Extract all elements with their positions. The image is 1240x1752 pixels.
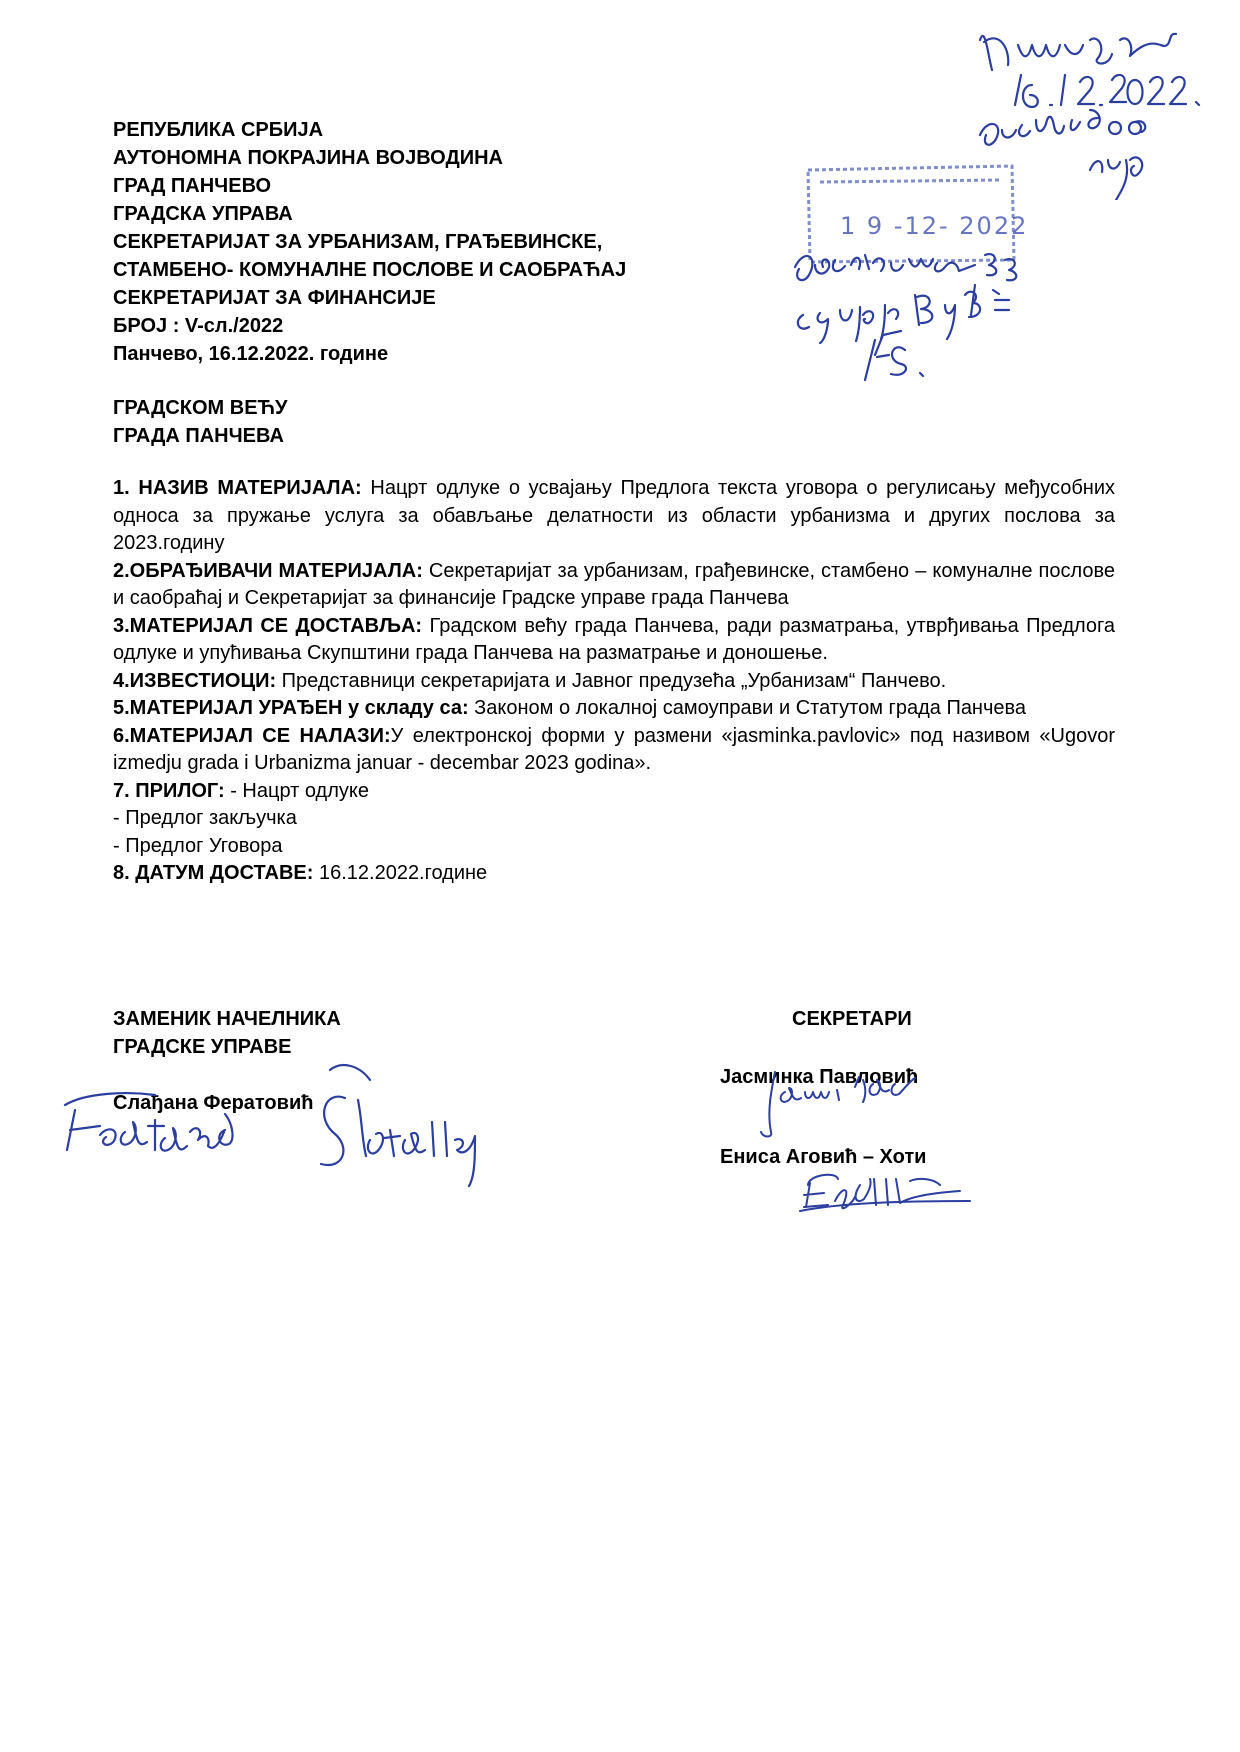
header-line-secretariat-2: СТАМБЕНО- КОМУНАЛНЕ ПОСЛОВЕ И САОБРАЋАЈ <box>113 259 627 281</box>
handwritten-signature-secretary-1 <box>745 1062 965 1142</box>
item-text: - Нацрт одлуке <box>224 779 369 802</box>
header-block <box>113 116 753 368</box>
handwritten-signature-deputy <box>40 1060 510 1190</box>
item-text: Законом о локалној самоуправи и Статутом града Панчева <box>468 697 1027 719</box>
item-text: Секретаријат за урбанизам, грађевинске, стамбено – комуналне послове и саобраћај и Секретаријат за финансије Градске управе града Панчева <box>113 559 1115 609</box>
secretaries-title: СЕКРЕТАРИ <box>792 1008 912 1030</box>
secretary-name-2: Ениса Аговић – Хоти <box>720 1146 927 1168</box>
deputy-title-1: ЗАМЕНИК НАЧЕЛНИКА <box>113 1008 341 1030</box>
item-location <box>113 723 1115 778</box>
item-text: Нацрт одлуке о усвајању Предлога текста уговора о регулисању међусобних односа за пружање услуга за обављање делатности из области урбанизма и других послова за 2023.годину <box>113 477 1115 554</box>
item-text: Представници секретаријата и Јавног предузећа „Урбанизам“ Панчево. <box>276 669 947 692</box>
item-label: 5.МАТЕРИЈАЛ УРАЂЕН у складу са: <box>113 697 469 719</box>
attachment-contract: - Предлог Уговора <box>113 834 283 857</box>
item-label: 2.ОБРАЂИВАЧИ МАТЕРИЈАЛА: <box>113 559 423 582</box>
item-text: Градском већу града Панчева, ради разматрања, утврђивања Предлога одлуке и упућивања Скупштини града Панчева на разматрање и доношење. <box>113 614 1115 664</box>
item-processors <box>113 558 1115 613</box>
item-label: 8. ДАТУМ ДОСТАВЕ: <box>113 862 314 884</box>
item-label: 7. ПРИЛОГ: <box>113 779 225 802</box>
item-material-name <box>113 475 1115 558</box>
item-text: У електронској форми у размени «jasminka.pavlovic» под називом «Ugovor izmedju grada i Urbanizma januar - decembar 2023 godina». <box>113 724 1115 774</box>
stamp-date: 1 9 -12- 2022 <box>840 212 1029 240</box>
item-label: 6.МАТЕРИЈАЛ СЕ НАЛАЗИ: <box>113 724 391 747</box>
item-delivered-to <box>113 613 1115 668</box>
material-items <box>113 475 1115 888</box>
header-line-secretariat-1: СЕКРЕТАРИЈАТ ЗА УРБАНИЗАМ, ГРАЂЕВИНСКЕ, <box>113 231 603 253</box>
header-line-number: БРОЈ : V-сл./2022 <box>113 315 284 337</box>
item-compliance <box>113 695 1115 723</box>
item-text: 16.12.2022.године <box>313 862 488 884</box>
item-reporters <box>113 668 1115 696</box>
secretary-name-1: Јасминка Павловић <box>720 1066 919 1088</box>
attachment-conclusion: - Предлог закључка <box>113 807 297 829</box>
handwritten-delivery-note <box>785 245 1055 390</box>
addressee-block <box>113 394 288 450</box>
addressee-line-2: ГРАДА ПАНЧЕВА <box>113 425 284 447</box>
header-line-province: АУТОНОМНА ПОКРАЈИНА ВОЈВОДИНА <box>113 147 503 169</box>
item-label: 4.ИЗВЕСТИОЦИ: <box>113 669 277 692</box>
header-line-administration: ГРАДСКА УПРАВА <box>113 203 293 225</box>
deputy-name: Слађана Фератовић <box>113 1092 314 1114</box>
header-line-secretariat-finance: СЕКРЕТАРИЈАТ ЗА ФИНАНСИЈЕ <box>113 287 436 309</box>
header-line-republic: РЕПУБЛИКА СРБИЈА <box>113 119 324 141</box>
deputy-title-2: ГРАДСКЕ УПРАВЕ <box>113 1036 292 1058</box>
handwritten-signature-secretary-2 <box>790 1165 980 1215</box>
item-delivery-date <box>113 860 1115 888</box>
item-label: 1. НАЗИВ МАТЕРИЈАЛА: <box>113 477 362 499</box>
header-line-date: Панчево, 16.12.2022. године <box>113 343 389 365</box>
item-attachment <box>113 778 1115 806</box>
addressee-line-1: ГРАДСКОМ ВЕЋУ <box>113 397 288 419</box>
item-label: 3.МАТЕРИЈАЛ СЕ ДОСТАВЉА: <box>113 614 423 637</box>
header-line-city: ГРАД ПАНЧЕВО <box>113 175 272 197</box>
